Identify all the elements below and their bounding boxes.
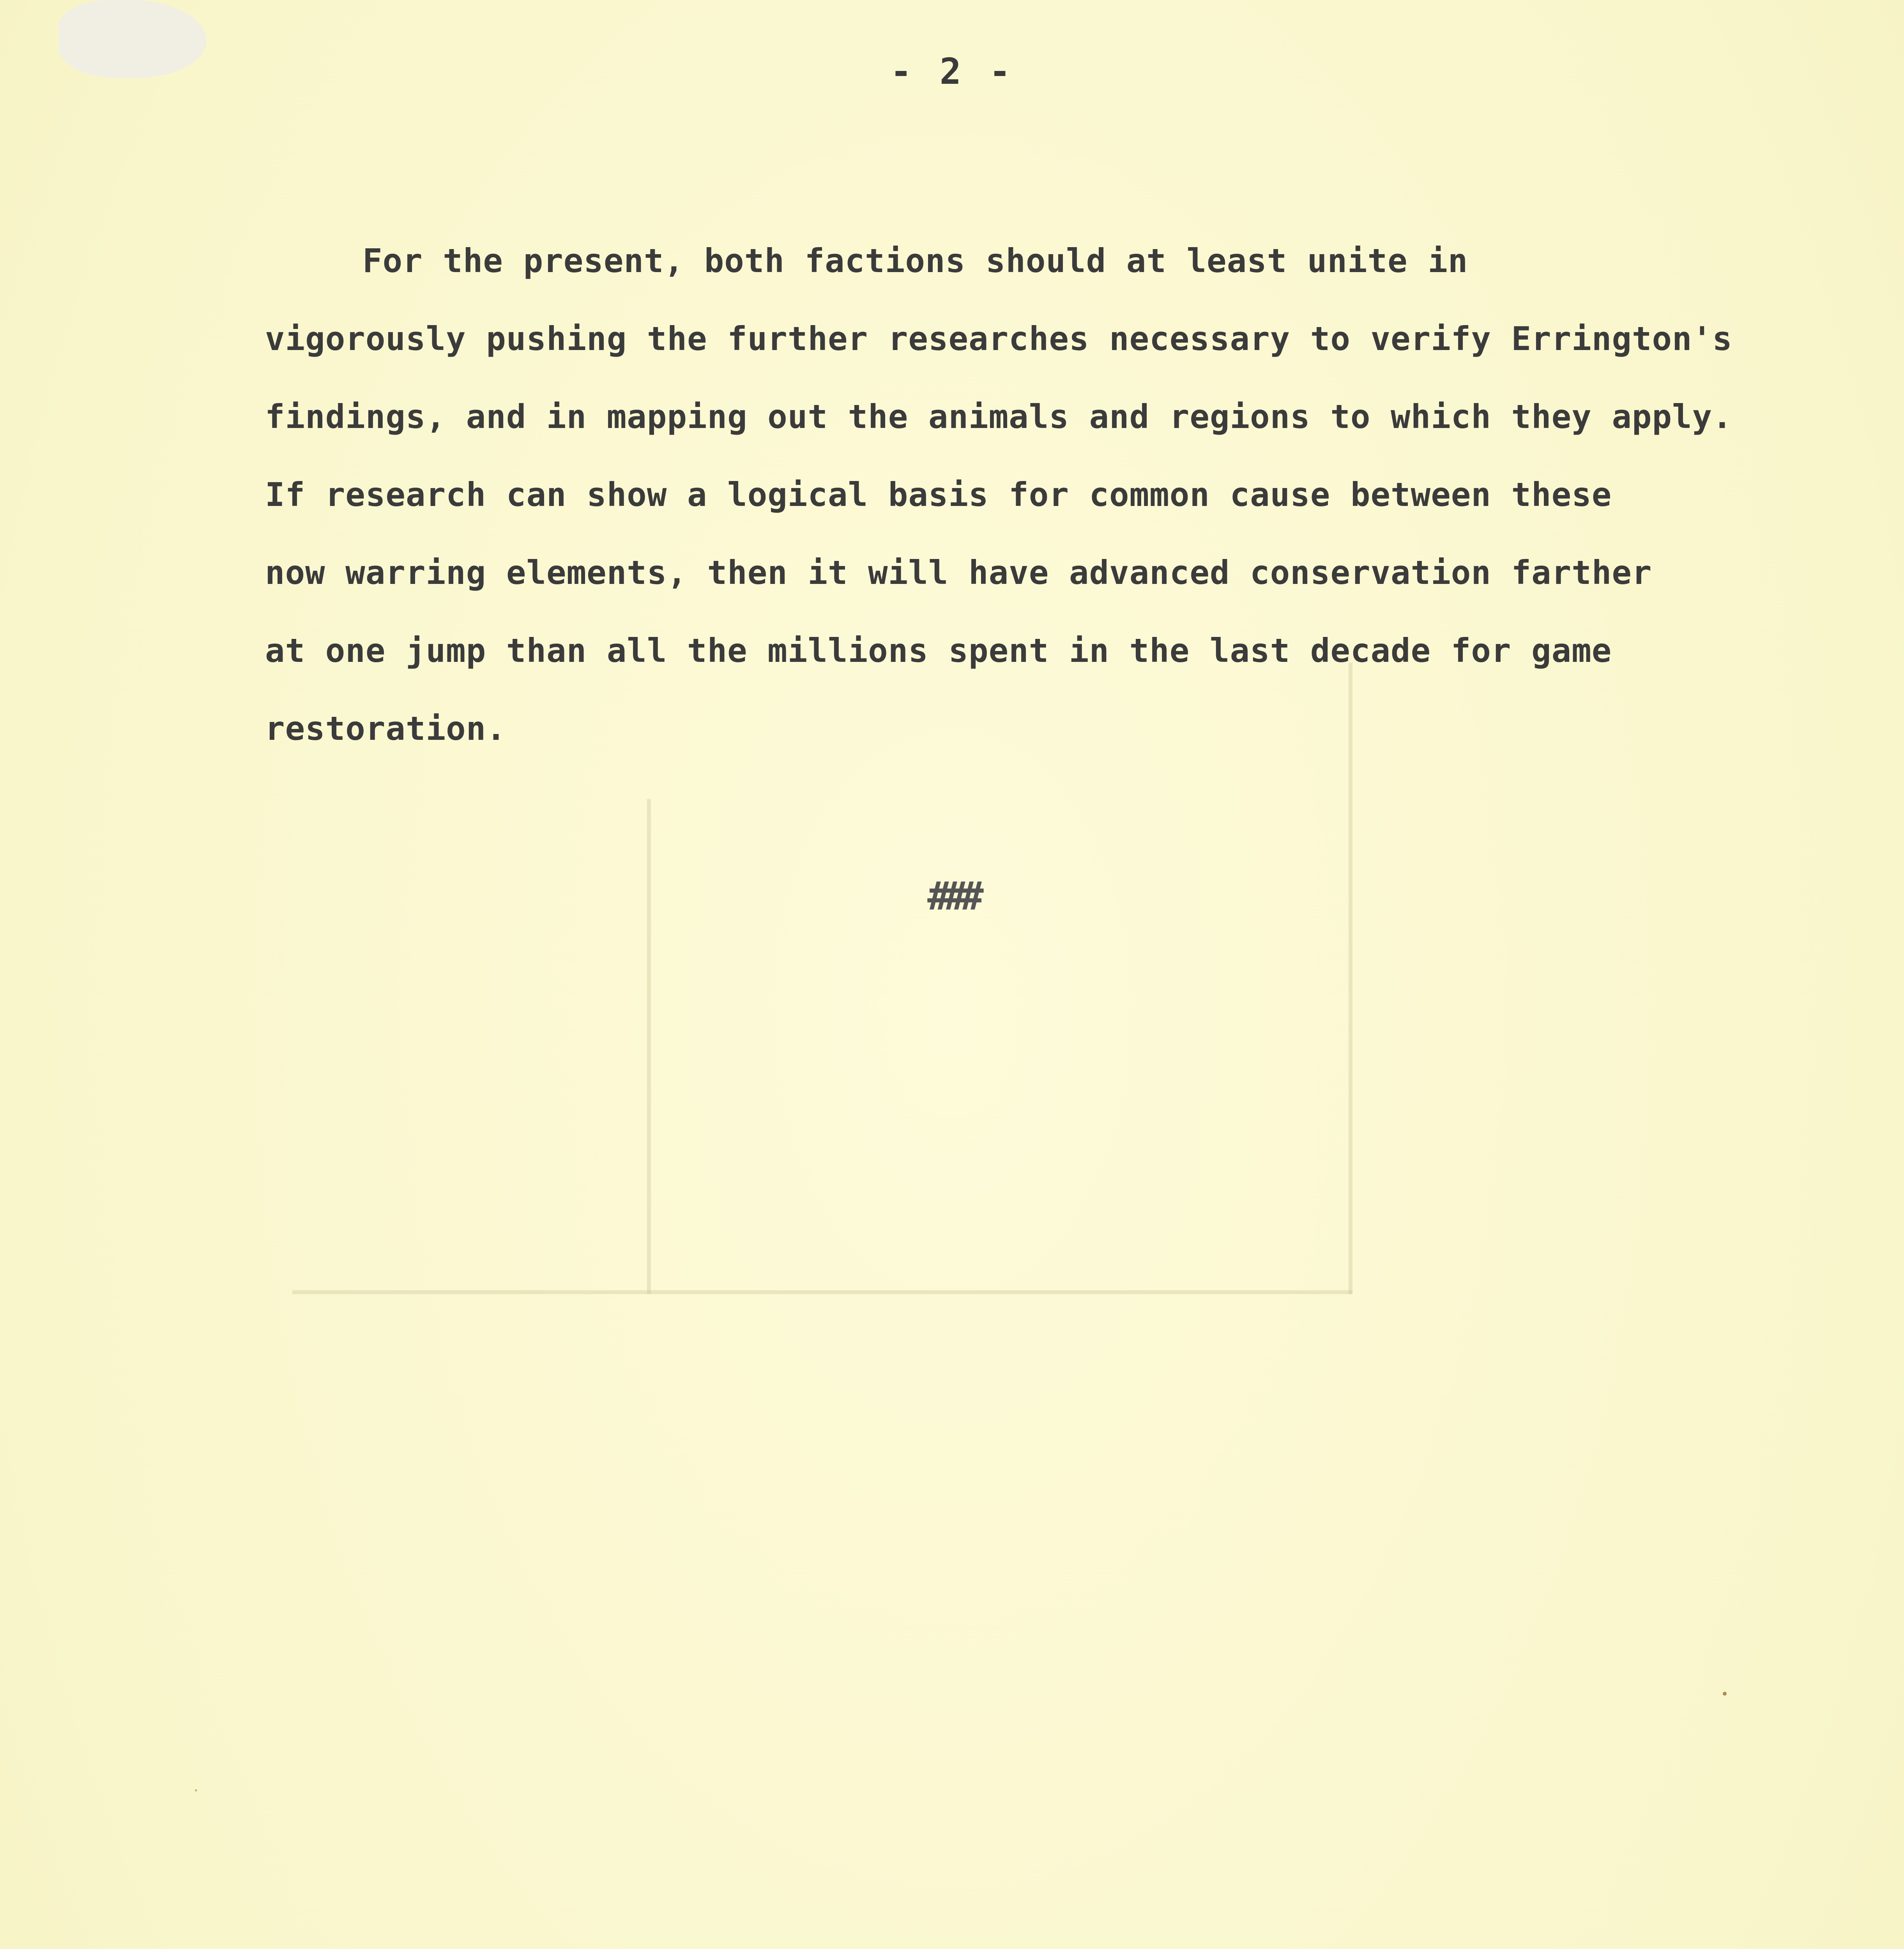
- fold-crease-right: [1349, 663, 1352, 1294]
- paragraph-line: at one jump than all the millions spent in the last decade for game: [265, 631, 1612, 670]
- paragraph-line: For the present, both factions should at least unite in: [362, 242, 1468, 280]
- end-mark: ###: [927, 873, 977, 919]
- paragraph-line: now warring elements, then it will have advanced conservation farther: [265, 554, 1652, 592]
- paragraph-line: If research can show a logical basis for common cause between these: [265, 476, 1612, 514]
- paper-speck: [1723, 1692, 1727, 1696]
- paragraph-line: findings, and in mapping out the animals and regions to which they apply.: [265, 398, 1733, 436]
- paragraph-line: restoration.: [265, 709, 506, 748]
- paper-speck: [195, 1789, 197, 1792]
- paragraph-line: vigorously pushing the further researches necessary to verify Errington's: [265, 320, 1733, 358]
- page-number: - 2 -: [890, 51, 1014, 92]
- fold-crease-horizontal: [292, 1290, 1352, 1294]
